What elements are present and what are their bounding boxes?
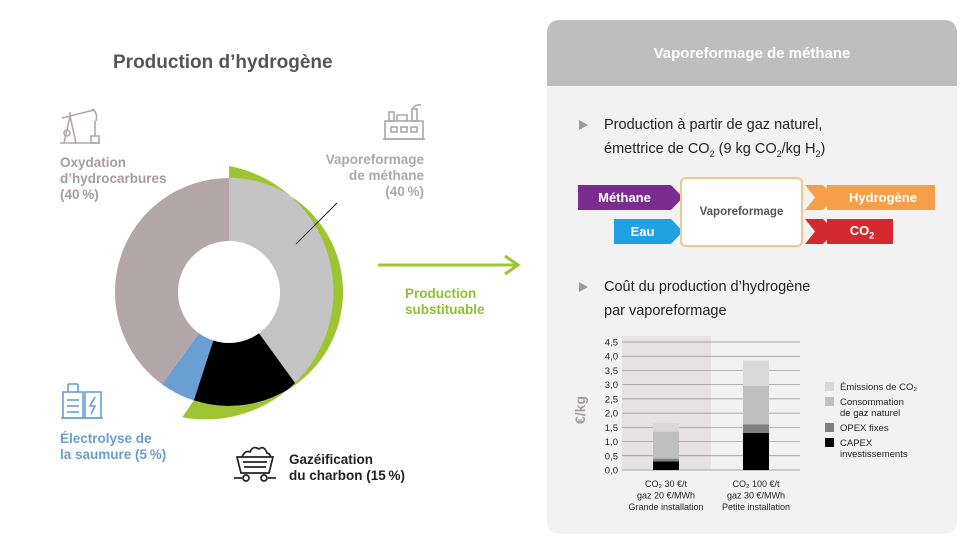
y-tick-label: 4,0 (604, 351, 618, 363)
legend-swatch (825, 397, 834, 406)
cost-bar-chart (547, 320, 957, 525)
input-eau: Eau (614, 219, 683, 244)
process-vaporeformage: Vaporeformage (680, 177, 803, 247)
bar-segment (653, 432, 679, 459)
legend-swatch (825, 438, 834, 447)
legend-label: Consommation (840, 397, 904, 408)
arrow-right-icon (378, 256, 518, 274)
label-gazeification: Gazéification du charbon (15 %) (289, 452, 405, 483)
bar-segment (743, 386, 769, 424)
legend-label: investissements (840, 449, 908, 460)
legend-label: de gaz naturel (840, 408, 901, 419)
y-tick-label: 0,5 (604, 451, 618, 463)
x-tick-label: gaz 30 €/MWh (726, 490, 786, 501)
bullet-triangle-icon (579, 120, 588, 130)
panel-title: Vaporeformage de méthane (547, 20, 957, 86)
legend-label: Émissions de CO₂ (840, 382, 918, 393)
y-tick-label: 2,0 (604, 408, 618, 420)
bar-segment (743, 433, 769, 470)
oil-pump-icon (58, 106, 102, 146)
x-tick-label: gaz 20 €/MWh (636, 490, 696, 501)
legend-swatch (825, 382, 834, 391)
label-vaporeformage: Vaporeformage de méthane (40 %) (325, 152, 424, 199)
bullet-production: Production à partir de gaz naturel, émettrice de $CO_2$ (9 kg $CO_2/kg$ $H_2$) (604, 113, 825, 166)
x-tick-label: CO₂ 100 €/t (732, 479, 780, 489)
y-tick-label: 2,5 (604, 394, 618, 406)
y-tick-label: 4,5 (604, 337, 618, 349)
input-methane: Méthane (578, 185, 683, 210)
bar-segment (653, 423, 679, 432)
output-co2: $CO_2$ (805, 219, 893, 244)
x-tick-label: Grande installation (628, 502, 704, 512)
bullet-triangle-icon (579, 282, 588, 292)
y-tick-label: 1,0 (604, 437, 618, 449)
electrolysis-icon (60, 380, 104, 420)
bullet-cout: Coût du production d’hydrogène par vaporeformage (604, 275, 810, 323)
x-tick-label: Petite installation (721, 502, 791, 512)
y-tick-label: 3,0 (604, 380, 618, 392)
y-tick-label: 3,5 (604, 365, 618, 377)
label-oxydation: Oxydation d’hydrocarbures (40 %) (60, 155, 167, 202)
y-axis-label: €/kg (572, 395, 588, 425)
bar-segment (743, 360, 769, 386)
legend-label: CAPEX (840, 438, 873, 449)
left-title: Production d’hydrogène (113, 52, 333, 73)
output-hydrogene: Hydrogène (805, 185, 935, 210)
y-tick-label: 0,0 (604, 465, 618, 477)
coal-cart-icon (233, 443, 277, 485)
label-substituable: Production substituable (405, 286, 485, 317)
legend-label: OPEX fixes (840, 423, 889, 434)
bar-segment (743, 424, 769, 433)
bar-segment (653, 461, 679, 470)
bar-segment (653, 459, 679, 462)
x-tick-label: CO₂ 30 €/t (644, 479, 688, 489)
label-electrolyse: Électrolyse de la saumure (5 %) (60, 431, 167, 462)
legend-swatch (825, 423, 834, 432)
factory-icon (382, 103, 426, 141)
y-tick-label: 1,5 (604, 422, 618, 434)
